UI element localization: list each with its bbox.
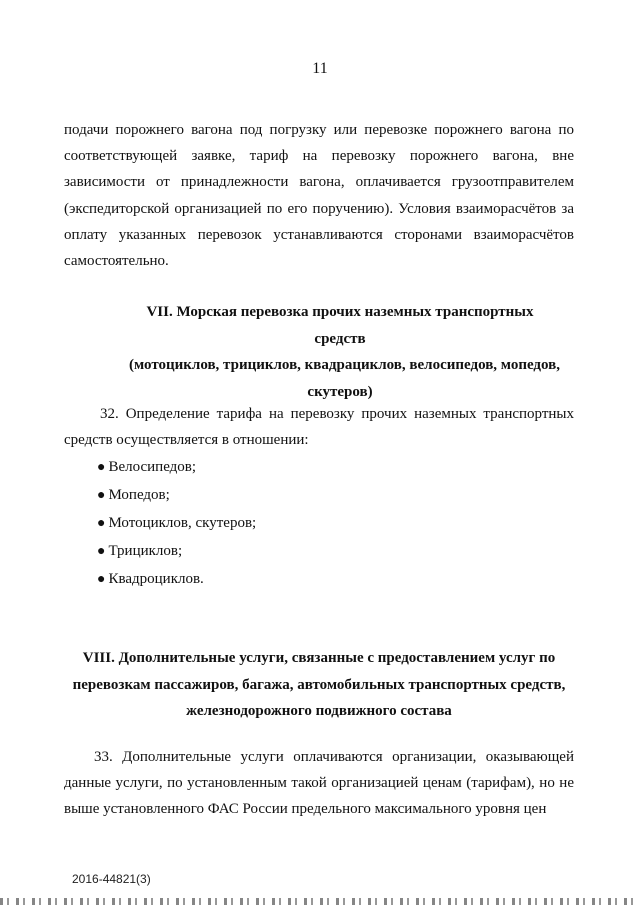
intro-paragraph: подачи порожнего вагона под погрузку или перевозке порожнего вагона по соответствующей заявке, тариф на перевозку порожнего вагона, вне зависимости от принадлежности вагона, оплачивается грузоотправителем (экспедиторской организацией по его поручению). Условия взаиморасчётов за оплату указанных перевозок устанавливаются сторонами взаиморасчётов самостоятельно. xyxy=(64,122,574,270)
paragraph-33: 33. Дополнительные услуги оплачиваются организации, оказывающей данные услуги, по установленным такой организацией ценам (тарифам), но не выше установленного ФАС России предельного максимального уровня цен xyxy=(64,749,574,818)
section-8-heading-line: железнодорожного подвижного состава xyxy=(186,703,452,719)
section-7-heading-line: VII. Морская перевозка прочих наземных транспортных средств xyxy=(146,304,534,347)
bullet-icon: ● xyxy=(97,460,106,475)
list-item: ● Мотоциклов, скутеров; xyxy=(97,515,257,531)
list-item: ● Трициклов; xyxy=(97,543,183,559)
section-7-heading-line: (мотоциклов, трициклов, квадрациклов, велосипедов, мопедов, xyxy=(129,357,560,373)
page-number: 11 xyxy=(312,60,328,77)
scan-edge xyxy=(0,898,640,905)
document-code: 2016-44821(3) xyxy=(72,872,151,886)
paragraph-32: 32. Определение тарифа на перевозку прочих наземных транспортных средств осуществляется в отношении: xyxy=(64,406,574,449)
list-item: ● Мопедов; xyxy=(97,487,170,503)
section-8-heading-line: VIII. Дополнительные услуги, связанные с предоставлением услуг по xyxy=(82,650,556,666)
list-item: ● Квадроциклов. xyxy=(97,571,204,587)
vehicle-type-list xyxy=(97,453,256,593)
section-8-heading-line: перевозкам пассажиров, багажа, автомобильных транспортных средств, xyxy=(72,676,566,693)
list-item: ● Велосипедов; xyxy=(97,459,197,475)
bullet-icon: ● xyxy=(97,516,106,531)
bullet-icon: ● xyxy=(97,544,106,559)
section-7-heading-line: скутеров) xyxy=(307,383,373,400)
bullet-icon: ● xyxy=(97,572,106,587)
bullet-icon: ● xyxy=(97,488,106,503)
section-8-heading xyxy=(54,645,584,725)
section-7-heading xyxy=(120,299,560,405)
